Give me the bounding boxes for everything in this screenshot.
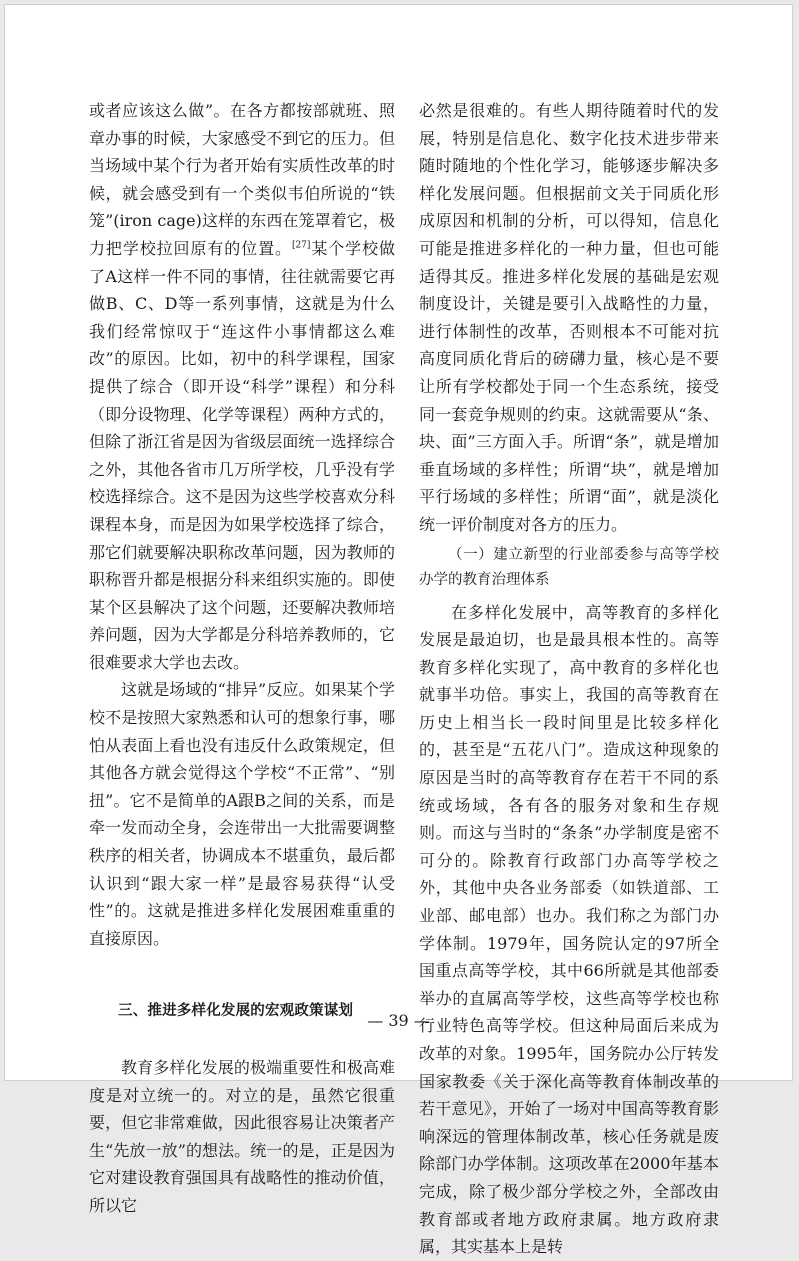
paragraph: 在多样化发展中，高等教育的多样化发展是最迫切，也是最具根本性的。高等教育多样化实现了，高中教育的多样化也就事半功倍。事实上，我国的高等教育在历史上相当长一段时间里是比较多样化的，甚至是“五花八门”。造成这种现象的原因是当时的高等教育存在若干不同的系统或场域，各有各的服务对象和生存规则。而这与当时的“条条”办学制度是密不可分的。除教育行政部门办高等学校之外，其他中央各业务部委（如铁道部、工业部、邮电部）也办。我们称之为部门办学体制。1979年，国务院认定的97所全国重点高等学校，其中66所就是其他部委举办的直属高等学校，这些高等学校也称行业特色高等学校。但这种局面后来成为改革的对象。1995年，国务院办公厅转发国家教委《关于深化高等教育体制改革的若干意见》，开始了一场对中国高等教育影响深远的管理体制改革，核心任务就是废除部门办学体制。这项改革在2000年基本完成，除了极少部分学校之外，全部改由教育部或者地方政府隶属。地方政府隶属，其实基本上是转	[419, 602, 719, 1257]
subsection-heading: （一）建立新型的行业部委参与高等学校办学的教育治理体系	[419, 546, 719, 588]
section-heading: 三、推进多样化发展的宏观政策谋划	[118, 1003, 354, 1020]
left-column	[89, 97, 395, 1220]
paragraph-text: 或者应该这么做”。在各方都按部就班、照章办事的时候，大家感受不到它的压力。但当场域中某个行为者开始有实质性改革的时候，就会感受到有一个类似韦伯所说的“铁笼”(iron cage)这样的东西在笼罩着它，极力把学校拉回原有的位置。	[89, 101, 395, 258]
paragraph: 教育多样化发展的极端重要性和极高难度是对立统一的。对立的是，虽然它很重要，但它非常难做，因此很容易让决策者产生“先放一放”的想法。统一的是，正是因为它对建设教育强国具有战略性的推动价值，所以它	[89, 1058, 395, 1215]
paragraph-text: 某个学校做了A这样一件不同的事情，往往就需要它再做B、C、D等一系列事情，这就是为什么我们经常惊叹于“连这件小事情都这么难改”的原因。比如，初中的科学课程，国家提供了综合（即开设“科学”课程）和分科（即分设物理、化学等课程）两种方式的，但除了浙江省是因为省级层面统一选择综合之外，其他各省市几万所学校，几乎没有学校选择综合。这不是因为这些学校喜欢分科课程本身，而是因为如果学校选择了综合，那它们就要解决职称改革问题，因为教师的职称晋升都是根据分科来组织实施的。即使某个区县解决了这个问题，还要解决教师培养问题，因为大学都是分科培养教师的，它很难要求大学也去改。	[89, 238, 395, 672]
paragraph: 必然是很难的。有些人期待随着时代的发展，特别是信息化、数字化技术进步带来随时随地的个性化学习，能够逐步解决多样化发展问题。但根据前文关于同质化形成原因和机制的分析，可以得知，信息化可能是推进多样化的一种力量，但也可能适得其反。推进多样化发展的基础是宏观制度设计，关键是要引入战略性的力量，进行体制性的改革，否则根本不可能对抗高度同质化背后的磅礴力量，核心是不要让所有学校都处于同一个生态系统，接受同一套竞争规则的约束。这就需要从“条、块、面”三方面入手。所谓“条”，就是增加垂直场域的多样性；所谓“块”，就是增加平行场域的多样性；所谓“面”，就是淡化统一评价制度对各方的压力。	[419, 101, 719, 534]
document-page	[4, 4, 793, 1257]
right-column	[419, 97, 719, 1261]
citation-reference: [27]	[291, 240, 311, 251]
paragraph	[89, 97, 395, 676]
paragraph: 这就是场域的“排异”反应。如果某个学校不是按照大家熟悉和认可的想象行事，哪怕从表面上看也没有违反什么政策规定，但其他各方就会觉得这个学校“不正常”、“别扭”。它不是简单的A跟B之间的关系，而是牵一发而动全身，会连带出一大批需要调整秩序的相关者，协调成本不堪重负，最后都认识到“跟大家一样”是最容易获得“认受性”的。这就是推进多样化发展困难重重的直接原因。	[89, 680, 395, 948]
page-number: — 39 —	[367, 1011, 430, 1030]
